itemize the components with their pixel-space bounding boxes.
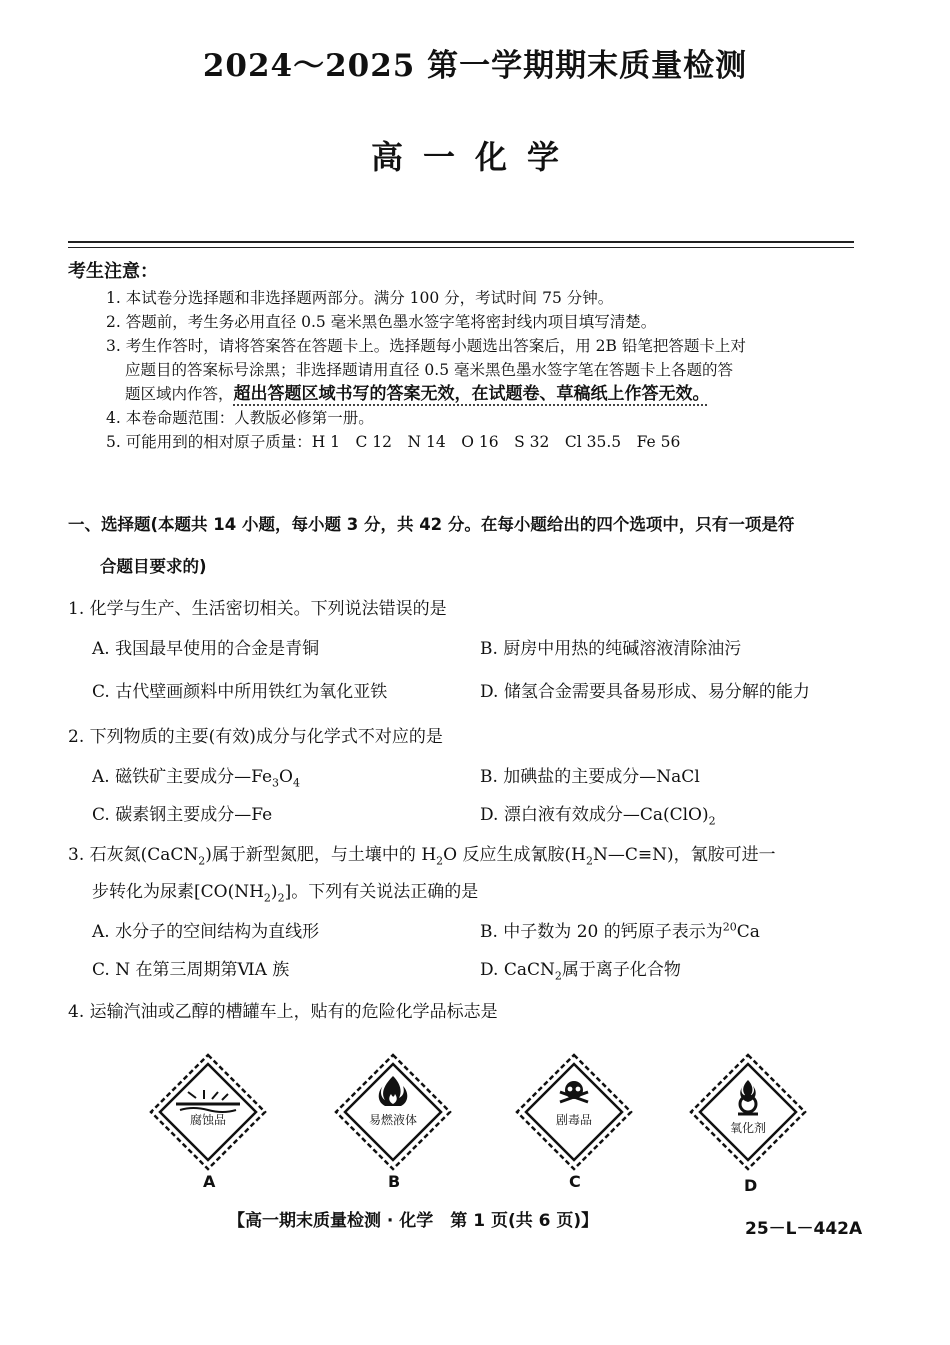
- stem-text: 3. 石灰氮(CaCN: [68, 845, 199, 865]
- hazard-sign-corrosive: [148, 1052, 268, 1172]
- skull-icon: [514, 1052, 634, 1172]
- divider: [68, 241, 854, 243]
- option-text: A. 磁铁矿主要成分—Fe: [92, 767, 273, 787]
- option-text: 属于离子化合物: [561, 960, 681, 980]
- question-1-stem: 1. 化学与生产、生活密切相关。下列说法错误的是: [68, 599, 447, 619]
- divider: [68, 247, 854, 248]
- subscript: 2: [585, 854, 593, 868]
- sign-label: 易燃液体: [368, 1113, 418, 1127]
- subscript: 2: [198, 854, 206, 868]
- option-text: D. 漂白液有效成分—Ca(ClO): [480, 805, 709, 825]
- option-text: O: [279, 767, 293, 787]
- section-heading-line: 一、选择题(本题共 14 小题，每小题 3 分，共 42 分。在每小题给出的四个选项中，只有一项是符: [68, 515, 795, 534]
- option-text: Ca: [736, 922, 760, 942]
- notice-item: 2. 答题前，考生务必用直径 0.5 毫米黑色墨水签字笔将密封线内项目填写清楚。: [106, 313, 657, 331]
- subscript: 4: [292, 776, 300, 790]
- exam-code: 25－L－442A: [745, 1219, 863, 1239]
- option-text: B. 中子数为 20 的钙原子表示为: [480, 922, 723, 942]
- question-3-stem-line: [92, 877, 478, 904]
- section-heading: [68, 504, 868, 588]
- hazard-sign-oxidizer: [688, 1052, 808, 1172]
- stem-text: ): [270, 882, 278, 902]
- sign-letter-c: C: [569, 1172, 581, 1191]
- stem-text: )属于新型氮肥，与土壤中的 H: [205, 845, 437, 865]
- question-3-option-a: A. 水分子的空间结构为直线形: [92, 922, 320, 942]
- question-1-option-c: C. 古代壁画颜料中所用铁红为氧化亚铁: [92, 682, 388, 702]
- notice-list: [106, 286, 862, 454]
- subscript: 2: [263, 891, 271, 905]
- hazard-sign-toxic: [514, 1052, 634, 1172]
- question-2-option-c: C. 碳素钢主要成分—Fe: [92, 805, 273, 825]
- notice-item: 3. 考生作答时，请将答案答在答题卡上。选择题每小题选出答案后，用 2B 铅笔把答题卡上对: [106, 337, 746, 355]
- corrosive-icon: [148, 1052, 268, 1172]
- question-4-stem: 4. 运输汽油或乙醇的槽罐车上，贴有的危险化学品标志是: [68, 1002, 498, 1022]
- subscript: 2: [436, 854, 444, 868]
- notice-item: 5. 可能用到的相对原子质量：H 1 C 12 N 14 O 16 S 32 Cl 35.5 Fe 56: [106, 433, 681, 451]
- sign-label: 剧毒品: [555, 1113, 593, 1127]
- notice-item: 1. 本试卷分选择题和非选择题两部分。满分 100 分，考试时间 75 分钟。: [106, 289, 614, 307]
- subject-title: 高一化学: [370, 138, 579, 176]
- sign-label: 腐蚀品: [189, 1113, 227, 1127]
- notice-emphasis: 超出答题区域书写的答案无效，在试题卷、草稿纸上作答无效。: [233, 384, 710, 404]
- question-3-stem-line: [68, 840, 776, 867]
- stem-text: N—C≡N)，氰胺可进一: [592, 845, 776, 865]
- option-text: D. CaCN: [480, 960, 555, 980]
- exam-title: 2024～2025 第一学期期末质量检测: [202, 48, 748, 84]
- subscript: 3: [272, 776, 280, 790]
- page-footer: 【高一期末质量检测 · 化学 第 1 页(共 6 页)】: [228, 1211, 599, 1231]
- notice-heading: 考生注意：: [68, 261, 158, 282]
- section-heading-line: 合题目要求的): [100, 557, 207, 576]
- notice-item: 4. 本卷命题范围：人教版必修第一册。: [106, 409, 374, 427]
- sign-letter-d: D: [744, 1176, 758, 1195]
- question-1-option-a: A. 我国最早使用的合金是青铜: [92, 639, 320, 659]
- question-3-option-b: [480, 917, 760, 942]
- sign-label: 氧化剂: [729, 1121, 767, 1135]
- question-3-option-c: C. N 在第三周期第ⅥA 族: [92, 960, 290, 980]
- subscript: 2: [277, 891, 285, 905]
- notice-item: [106, 382, 862, 406]
- subscript: 2: [554, 969, 562, 983]
- sign-letter-b: B: [388, 1172, 401, 1191]
- question-2-option-b: B. 加碘盐的主要成分—NaCl: [480, 767, 700, 787]
- hazard-sign-flammable: [333, 1052, 453, 1172]
- question-1-option-d: D. 储氢合金需要具备易形成、易分解的能力: [480, 682, 810, 702]
- stem-text: 步转化为尿素[CO(NH: [92, 882, 264, 902]
- subscript: 2: [708, 814, 716, 828]
- notice-item-text: 题区域内作答，: [125, 385, 234, 403]
- question-1-option-b: B. 厨房中用热的纯碱溶液清除油污: [480, 639, 742, 659]
- stem-text: O 反应生成氰胺(H: [443, 845, 586, 865]
- question-2-stem: 2. 下列物质的主要(有效)成分与化学式不对应的是: [68, 727, 443, 747]
- stem-text: ]。下列有关说法正确的是: [284, 882, 479, 902]
- notice-item: 应题目的答案标号涂黑；非选择题请用直径 0.5 毫米黑色墨水签字笔在答题卡上各题的答: [125, 361, 734, 379]
- oxidizer-icon: [688, 1052, 808, 1172]
- sign-letter-a: A: [203, 1172, 216, 1191]
- flame-icon: [333, 1052, 453, 1172]
- superscript: 20: [722, 920, 737, 934]
- question-3-option-d: [480, 955, 681, 982]
- question-2-option-d: [480, 800, 716, 827]
- question-2-option-a: [92, 762, 300, 789]
